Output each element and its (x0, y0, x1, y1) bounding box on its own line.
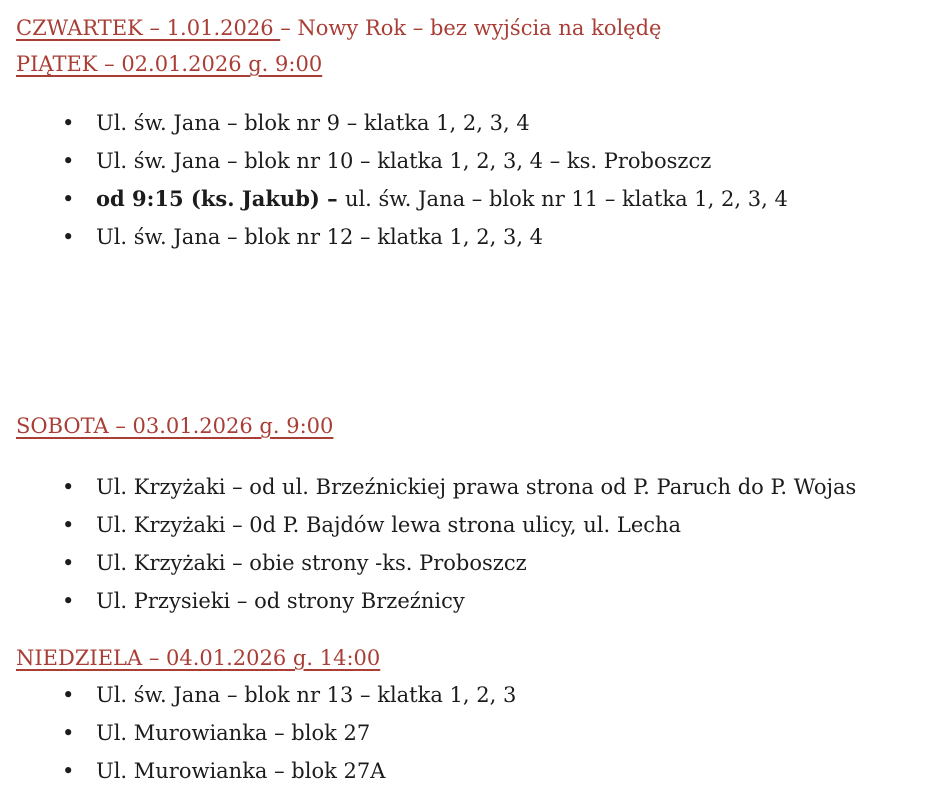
heading-niedziela-date: NIEDZIELA – 04.01.2026 g. 14:00 (16, 646, 381, 670)
niedziela-list (16, 676, 919, 790)
list-item-bold-prefix: od 9:15 (ks. Jakub) – (96, 186, 345, 211)
list-item-text: Ul. św. Jana – blok nr 12 – klatka 1, 2, 3, 4 (96, 225, 544, 249)
list-item (16, 104, 919, 142)
heading-piatek (16, 46, 919, 82)
list-item (16, 180, 919, 218)
list-item-text: Ul. Murowianka – blok 27 (96, 721, 371, 745)
list-item-text: Ul. św. Jana – blok nr 10 – klatka 1, 2, 3, 4 – ks. Proboszcz (96, 149, 712, 173)
list-item (16, 468, 919, 506)
piatek-list (16, 104, 919, 256)
list-item (16, 544, 919, 582)
list-item (16, 506, 919, 544)
list-item-text: Ul. Krzyżaki – 0d P. Bajdów lewa strona ulicy, ul. Lecha (96, 513, 682, 537)
heading-czwartek (16, 10, 919, 46)
list-item (16, 142, 919, 180)
heading-sobota-date: SOBOTA – 03.01.2026 g. 9:00 (16, 414, 334, 438)
list-item-text: Ul. Murowianka – blok 27A (96, 759, 386, 783)
heading-czwartek-date: CZWARTEK – 1.01.2026 (16, 16, 281, 40)
list-item (16, 676, 919, 714)
list-item (16, 218, 919, 256)
list-item-text: Ul. św. Jana – blok nr 13 – klatka 1, 2, 3 (96, 683, 517, 707)
document-page (16, 10, 919, 790)
heading-piatek-date: PIĄTEK – 02.01.2026 g. 9:00 (16, 52, 323, 76)
list-item-text: ul. św. Jana – blok nr 11 – klatka 1, 2, 3, 4 (344, 187, 788, 211)
list-item (16, 582, 919, 620)
heading-niedziela (16, 640, 919, 676)
heading-czwartek-note: – Nowy Rok – bez wyjścia na kolędę (280, 16, 662, 40)
list-item (16, 752, 919, 790)
list-item (16, 714, 919, 752)
list-item-text: Ul. Krzyżaki – obie strony -ks. Proboszcz (96, 551, 527, 575)
list-item-text: Ul. św. Jana – blok nr 9 – klatka 1, 2, 3, 4 (96, 111, 530, 135)
sobota-list (16, 468, 919, 620)
list-item-text: Ul. Krzyżaki – od ul. Brzeźnickiej prawa strona od P. Paruch do P. Wojas (96, 475, 857, 499)
heading-sobota (16, 408, 919, 444)
list-item-text: Ul. Przysieki – od strony Brzeźnicy (96, 589, 465, 613)
